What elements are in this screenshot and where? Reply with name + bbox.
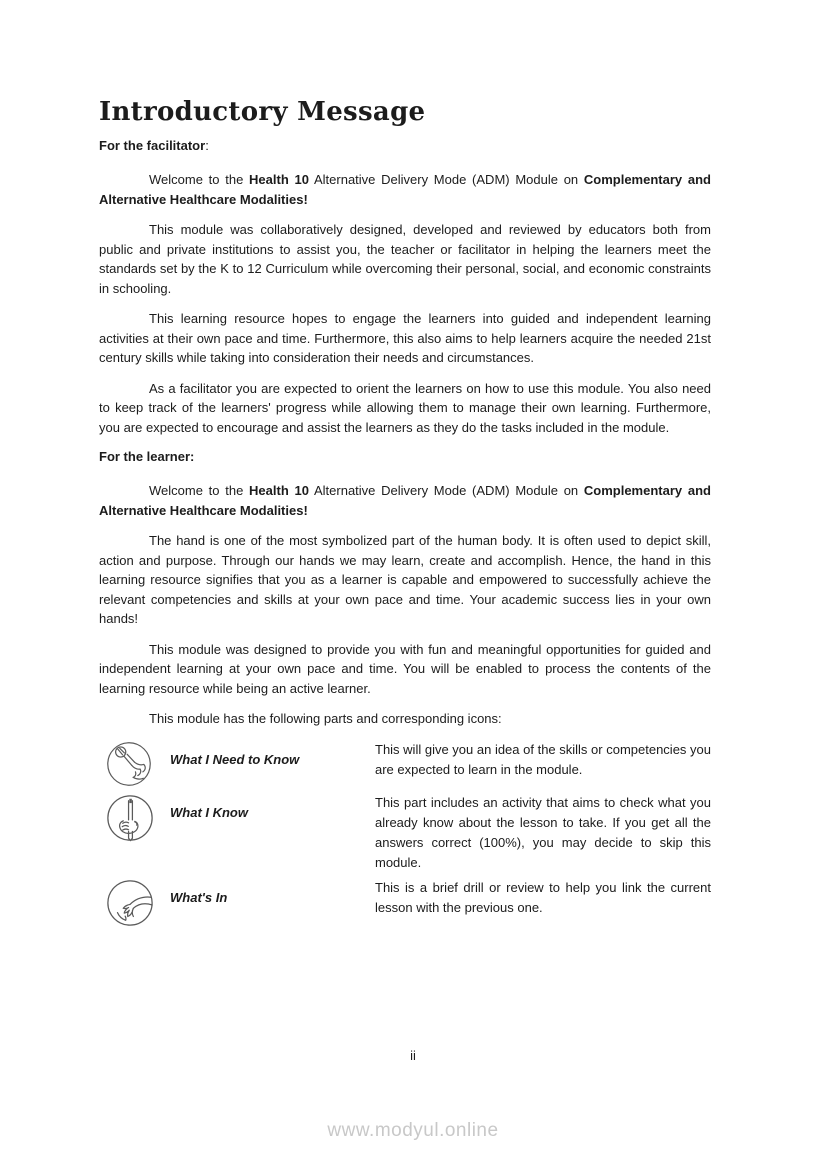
part-description: This part includes an activity that aims to check what you already know about the lesson to take. If you get all the answers correct (100%), you may decide to skip this module. xyxy=(375,794,711,870)
part-label: What I Need to Know xyxy=(170,751,300,767)
reaching-hand-icon xyxy=(105,878,155,928)
part-label: What I Know xyxy=(170,804,248,820)
course-name: Health 10 xyxy=(249,172,309,187)
description-cell xyxy=(375,878,711,918)
learner-paragraph-3: This module has the following parts and corresponding icons: xyxy=(149,711,502,726)
learner-welcome-paragraph xyxy=(99,481,711,520)
module-topic: Complementary and Alternative Healthcare Modalities! xyxy=(99,483,711,518)
facilitator-heading-colon: : xyxy=(205,138,209,153)
part-label: What's In xyxy=(170,889,228,905)
pencil-hand-icon xyxy=(105,793,155,843)
course-name: Health 10 xyxy=(249,483,309,498)
facilitator-paragraph-2: This learning resource hopes to engage the learners into guided and independent learning activities at their own pace and time. Furthermore, this also aims to help learners acquire the needed 21st century skills while taking into consideration their needs and circumstances. xyxy=(99,311,711,365)
description-cell xyxy=(375,793,711,873)
part-description: This is a brief drill or review to help you link the current lesson with the previous one. xyxy=(375,879,711,915)
facilitator-welcome-paragraph xyxy=(99,170,711,209)
learner-heading-text: For the learner: xyxy=(99,449,195,464)
icon-cell xyxy=(99,740,170,788)
parts-icons-table xyxy=(99,740,711,928)
icon-cell xyxy=(99,878,170,928)
page-title: Introductory Message xyxy=(99,97,426,127)
welcome-text-mid: Alternative Delivery Mode (ADM) Module on xyxy=(308,483,584,498)
page-number: ii xyxy=(410,1048,416,1063)
pointing-hand-icon xyxy=(105,740,153,788)
welcome-text-mid: Alternative Delivery Mode (ADM) Module on xyxy=(308,172,584,187)
facilitator-paragraph-1: This module was collaboratively designed, developed and reviewed by educators both from public and private institutions to assist you, the teacher or facilitator in helping the learners meet the standards set by the K to 12 Curriculum while overcoming their personal, social, and economic constraints in schooling. xyxy=(99,222,711,296)
module-topic: Complementary and Alternative Healthcare Modalities! xyxy=(99,172,711,207)
table-row-what-i-know xyxy=(99,793,711,873)
learner-heading xyxy=(99,448,711,465)
table-row-what-i-need-to-know xyxy=(99,740,711,788)
facilitator-heading xyxy=(99,137,711,154)
table-row-whats-in xyxy=(99,878,711,928)
description-cell xyxy=(375,740,711,780)
facilitator-paragraph-3: As a facilitator you are expected to orient the learners on how to use this module. You also need to keep track of the learners' progress while allowing them to manage their own learning. Furthermore, you are expected to encourage and assist the learners as they do the tasks included in the module. xyxy=(99,380,711,435)
page-content xyxy=(99,97,711,933)
icon-cell xyxy=(99,793,170,843)
welcome-text: Welcome to the xyxy=(149,483,250,498)
part-description: This will give you an idea of the skills or competencies you are expected to learn in the module. xyxy=(375,741,711,777)
welcome-text: Welcome to the xyxy=(149,172,250,187)
learner-paragraph-2: This module was designed to provide you with fun and meaningful opportunities for guided and independent learning at your own pace and time. You will be enabled to process the contents of the learning resource while being an active learner. xyxy=(99,641,711,696)
facilitator-heading-text: For the facilitator xyxy=(99,138,206,153)
learner-paragraph-1: The hand is one of the most symbolized part of the human body. It is often used to depict skill, action and purpose. Through our hands we may learn, create and accomplish. Hence, the hand in this learning resource signifies that you as a learner is capable and empowered to successfully achieve the relevant competencies and skills at your own pace and time. Your academic success lies in your own hands! xyxy=(99,533,711,626)
watermark: www.modyul.online xyxy=(327,1120,499,1141)
